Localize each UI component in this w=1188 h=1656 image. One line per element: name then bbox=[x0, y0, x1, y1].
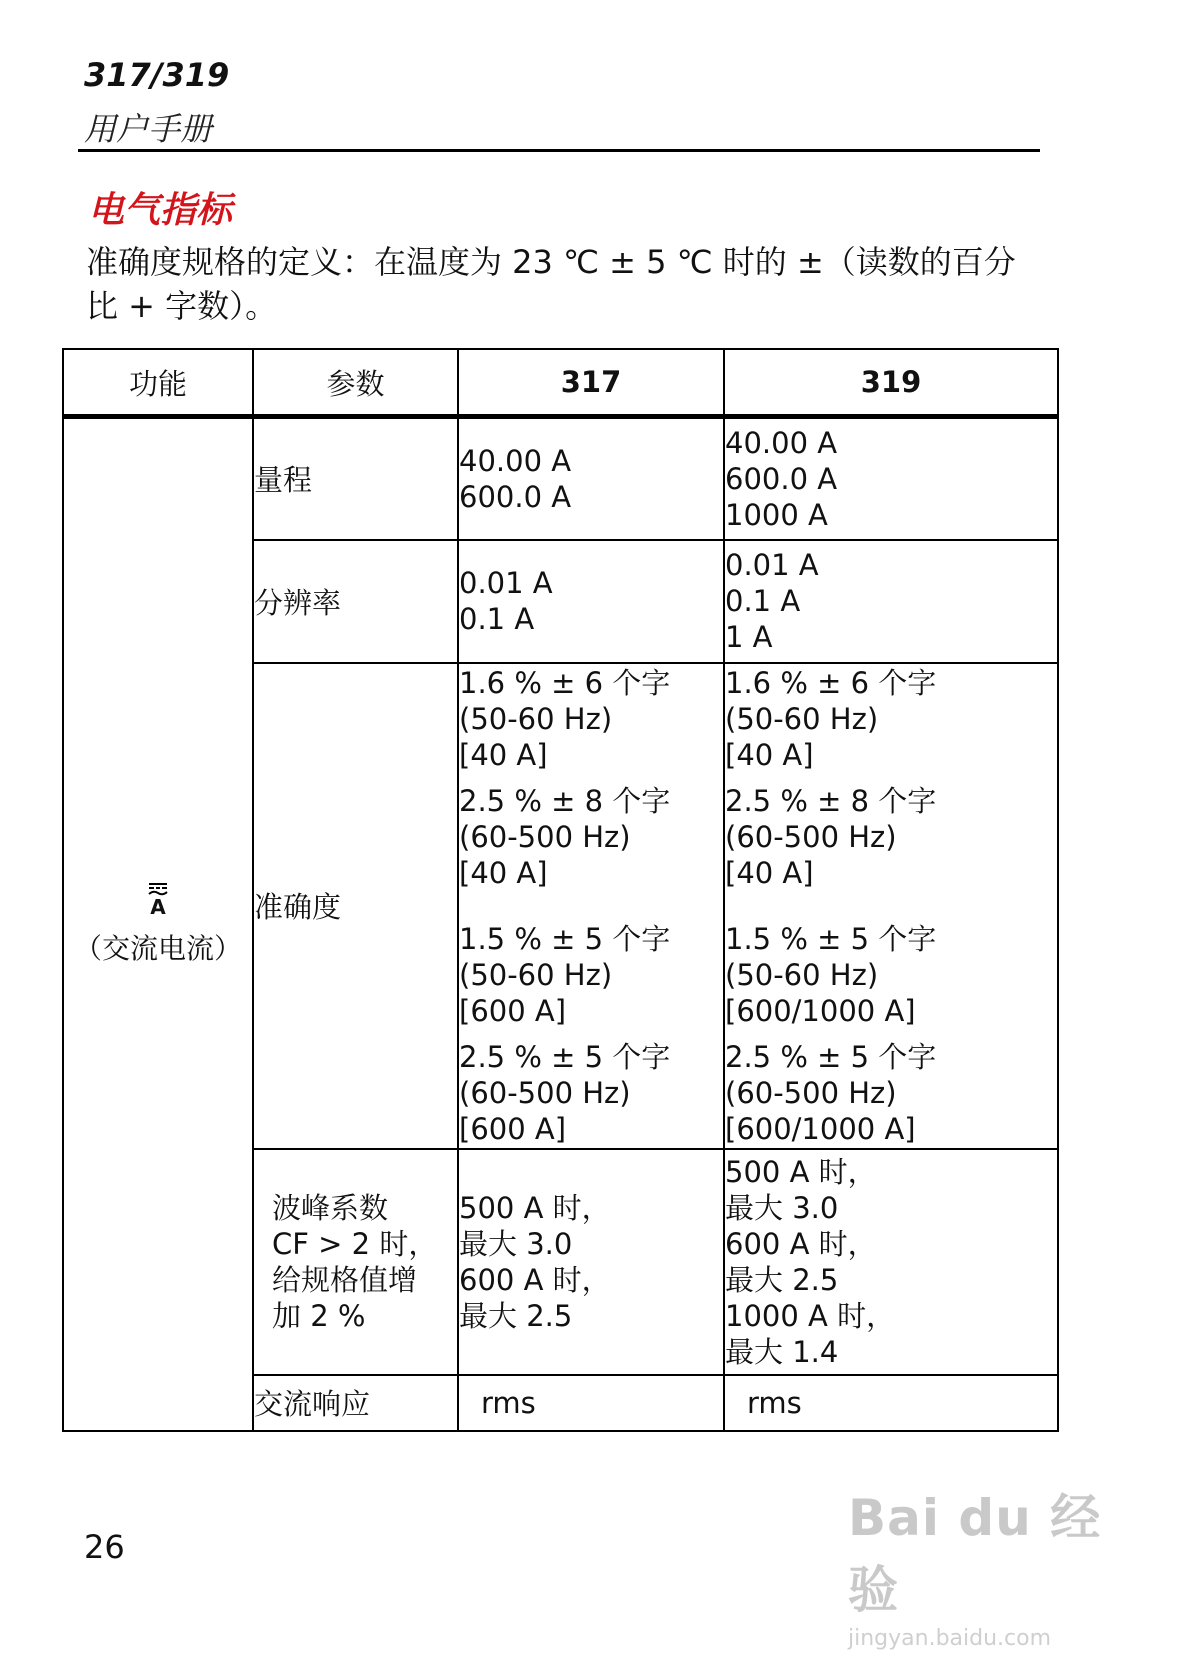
resolution-319 bbox=[724, 540, 1058, 663]
header-function: 功能 bbox=[63, 349, 253, 417]
value-line: 500 A 时， bbox=[725, 1154, 877, 1189]
header-parameter: 参数 bbox=[253, 349, 458, 417]
range-317 bbox=[458, 417, 724, 540]
value-line: 0.1 A bbox=[459, 602, 535, 636]
value-line: 最大 2.5 bbox=[725, 1262, 839, 1297]
param-accuracy: 准确度 bbox=[253, 663, 458, 1149]
value-line: 2.5 % ± 8 个字 bbox=[459, 783, 671, 818]
value-line: CF > 2 时， bbox=[272, 1226, 438, 1261]
value-line: [40 A] bbox=[459, 855, 548, 890]
value-line: [600 A] bbox=[459, 993, 567, 1028]
value-line: 最大 3.0 bbox=[459, 1226, 573, 1261]
value-line: 1.5 % ± 5 个字 bbox=[725, 921, 937, 956]
range-319 bbox=[724, 417, 1058, 540]
value-line: (60-500 Hz) bbox=[459, 1075, 631, 1110]
value-line: 加 2 % bbox=[272, 1298, 366, 1333]
model-number: 317/319 bbox=[84, 56, 230, 94]
value-line: 最大 3.0 bbox=[725, 1190, 839, 1225]
value-line: 2.5 % ± 5 个字 bbox=[459, 1039, 671, 1074]
value-line: 给规格值增 bbox=[272, 1262, 418, 1297]
value-line: (50-60 Hz) bbox=[459, 957, 613, 992]
value-line: (60-500 Hz) bbox=[725, 1075, 897, 1110]
value-line: 1.6 % ± 6 个字 bbox=[725, 665, 937, 700]
value-line: 1000 A 时， bbox=[725, 1298, 896, 1333]
value-line: 2.5 % ± 5 个字 bbox=[725, 1039, 937, 1074]
value-line: 1.5 % ± 5 个字 bbox=[459, 921, 671, 956]
watermark-logo: Bai du 经验 bbox=[848, 1489, 1102, 1619]
manual-subtitle: 用户手册 bbox=[84, 110, 213, 148]
value-line: 600.0 A bbox=[725, 461, 838, 496]
value-line: 40.00 A bbox=[459, 443, 572, 478]
param-crest-factor bbox=[253, 1149, 458, 1375]
value-line: 波峰系数 bbox=[272, 1190, 389, 1225]
spec-table bbox=[62, 348, 1059, 1432]
value-line: 0.1 A bbox=[725, 584, 801, 618]
function-label: （交流电流） bbox=[73, 931, 242, 965]
value-line: 最大 1.4 bbox=[725, 1334, 839, 1369]
accuracy-319 bbox=[724, 663, 1058, 1149]
param-ac-response: 交流响应 bbox=[253, 1375, 458, 1431]
resolution-317 bbox=[458, 540, 724, 663]
value-line: 600.0 A bbox=[459, 479, 572, 514]
value-line: 600 A 时， bbox=[459, 1262, 611, 1297]
header-rule bbox=[78, 149, 1040, 152]
baidu-watermark bbox=[848, 1478, 1108, 1651]
value-line: 600 A 时， bbox=[725, 1226, 877, 1261]
value-line: (50-60 Hz) bbox=[725, 701, 879, 736]
accuracy-group bbox=[725, 921, 1057, 1029]
value-line: (60-500 Hz) bbox=[725, 819, 897, 854]
crest-317 bbox=[458, 1149, 724, 1375]
value-line: [40 A] bbox=[725, 855, 814, 890]
value-line: 40.00 A bbox=[725, 425, 838, 460]
ac-current-symbol: A bbox=[150, 894, 166, 919]
value-line: 最大 2.5 bbox=[459, 1298, 573, 1333]
value-line: [600/1000 A] bbox=[725, 993, 916, 1028]
accuracy-group bbox=[459, 665, 723, 773]
value-line: [40 A] bbox=[725, 737, 814, 772]
page-number: 26 bbox=[84, 1528, 125, 1566]
value-line: 1000 A bbox=[725, 497, 828, 532]
ac-response-319: rms bbox=[724, 1375, 1058, 1431]
crest-319 bbox=[724, 1149, 1058, 1375]
accuracy-317 bbox=[458, 663, 724, 1149]
value-line: (60-500 Hz) bbox=[459, 819, 631, 854]
section-title: 电气指标 bbox=[88, 190, 233, 231]
function-cell bbox=[63, 417, 253, 1431]
accuracy-group bbox=[459, 1039, 723, 1147]
accuracy-definition: 准确度规格的定义：在温度为 23 ℃ ± 5 ℃ 时的 ±（读数的百分比 + 字数）。 bbox=[86, 243, 1016, 325]
watermark-url: jingyan.baidu.com bbox=[848, 1626, 1052, 1651]
accuracy-group bbox=[725, 1039, 1057, 1147]
value-line: 0.01 A bbox=[459, 566, 553, 600]
value-line: 1 A bbox=[725, 620, 773, 654]
param-resolution: 分辨率 bbox=[253, 540, 458, 663]
value-line: (50-60 Hz) bbox=[725, 957, 879, 992]
param-range: 量程 bbox=[253, 417, 458, 540]
accuracy-group bbox=[459, 921, 723, 1029]
value-line: (50-60 Hz) bbox=[459, 701, 613, 736]
header-317: 317 bbox=[458, 349, 724, 417]
ac-current-icon bbox=[146, 882, 170, 917]
accuracy-group bbox=[725, 665, 1057, 773]
ac-response-317: rms bbox=[458, 1375, 724, 1431]
value-line: [600/1000 A] bbox=[725, 1111, 916, 1146]
value-line: [600 A] bbox=[459, 1111, 567, 1146]
value-line: 0.01 A bbox=[725, 548, 819, 582]
value-line: [40 A] bbox=[459, 737, 548, 772]
header-319: 319 bbox=[724, 349, 1058, 417]
accuracy-group bbox=[459, 783, 723, 891]
value-line: 1.6 % ± 6 个字 bbox=[459, 665, 671, 700]
value-line: 2.5 % ± 8 个字 bbox=[725, 783, 937, 818]
accuracy-group bbox=[725, 783, 1057, 891]
value-line: 500 A 时， bbox=[459, 1190, 611, 1225]
